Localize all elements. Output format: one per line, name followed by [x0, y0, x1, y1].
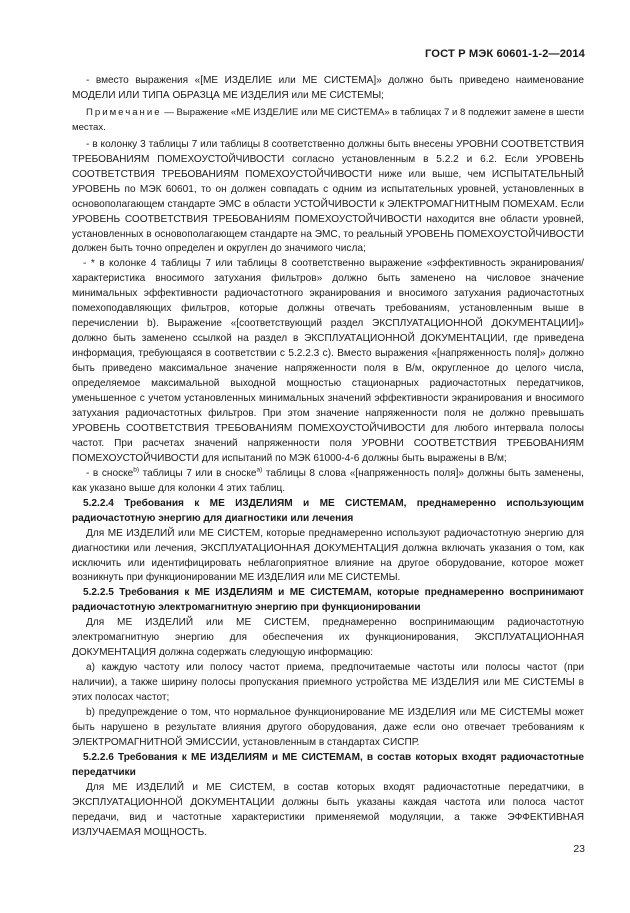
note: [72, 106, 584, 136]
paragraph-diagnostics: Для МЕ ИЗДЕЛИЙ или МЕ СИСТЕМ, которые преднамеренно используют радиочастотную энергию для диагностики или лечения, ЭКСПЛУАТАЦИОННАЯ ДОКУМЕНТАЦИЯ должна включать указания о том, как исключить или идентифицировать неблагоприятное влияние на другое оборудование, которое может возникнуть при функционировании МЕ ИЗДЕЛИЯ или МЕ СИСТЕМЫ.: [72, 527, 584, 584]
footnote-text-a: - в сноске: [86, 467, 134, 479]
section-heading-5-2-2-6: 5.2.2.6 Требования к МЕ ИЗДЕЛИЯМ и МЕ СИСТЕМАМ, в состав которых входят радиочастотные передатчики: [72, 751, 584, 778]
list-item-b: b) предупреждение о том, что нормальное функционирование МЕ ИЗДЕЛИЯ или МЕ СИСТЕМЫ может быть нарушено в результате влияния другого оборудования, даже если оно отвечает требованиям к ЭЛЕКТРОМАГНИТНОЙ ЭМИССИИ, установленным в стандартах СИСПР.: [72, 707, 584, 748]
footnote-mark-b: b): [133, 466, 140, 474]
paragraph-column-4: - * в колонке 4 таблицы 7 или таблицы 8 соответственно выражение «эффективность экранирования/характеристика вносимого затухания фильтров» должно быть заменено на числовое значение минимальных эффективности радиочастотного экранирования и вносимого затухания радиочастотных помехоподавляющих фильтров, которые должны отвечать требованиям, установленным выше в перечислении b). Выражение «[соответствующий раздел ЭКСПЛУАТАЦИОННОЙ ДОКУМЕНТАЦИИ]» должно быть заменено ссылкой на раздел в ЭКСПЛУАТАЦИОННОЙ ДОКУМЕНТАЦИИ, где приведена информация, требующаяся в соответствии с 5.2.2.3 с). Вместо выражения «[напряженность поля]» должно быть приведено максимальное значение напряженности поля в В/м, округленное до целого числа, определяемое максимальной выходной мощностью стационарных радиочастотных передатчиков, уменьшенное с учетом установленных минимальных значений эффективности экранирования и вносимого затухания радиочастотных фильтров. При этом значение напряженности поля не должно превышать УРОВЕНЬ СООТВЕТСТВИЯ ТРЕБОВАНИЯМ ПОМЕХОУСТОЙЧИВОСТИ для любого интервала полосы частот. При расчетах значений напряженности поля УРОВНИ СООТВЕТСТВИЯ ТРЕБОВАНИЯМ ПОМЕХОУСТОЙЧИВОСТИ для испытаний по МЭК 61000-4-6 должны быть выражены в В/м;: [72, 258, 584, 464]
paragraph-model-name: - вместо выражения «[МЕ ИЗДЕЛИЕ или МЕ СИСТЕМА]» должно быть приведено наименование МОДЕЛИ ИЛИ ТИПА ОБРАЗЦА МЕ ИЗДЕЛИЯ или МЕ СИСТЕМЫ;: [72, 75, 584, 101]
note-label: Примечание: [86, 106, 162, 118]
list-item-a: а) каждую частоту или полосу частот приема, предпочитаемые частоты или полосы частот (при наличии), а также ширину полосы пропускания приемного устройства МЕ ИЗДЕЛИЯ или МЕ СИСТЕМЫ в этих полосах частот;: [72, 662, 584, 704]
paragraph-transmitters: Для МЕ ИЗДЕЛИЙ и МЕ СИСТЕМ, в состав которых входят радиочастотные передатчики, в ЭКСПЛУАТАЦИОННОЙ ДОКУМЕНТАЦИИ должны быть указаны каждая частота или полоса частот передачи, вид и частотные характеристики применяемой модуляции, а также ЭФФЕКТИВНАЯ ИЗЛУЧАЕМАЯ МОЩНОСТЬ.: [72, 781, 584, 838]
paragraph-footnote: [72, 467, 584, 497]
section-heading-5-2-2-4: 5.2.2.4 Требования к МЕ ИЗДЕЛИЯМ и МЕ СИСТЕМАМ, преднамеренно использующим радиочастотную энергию для диагностики или лечения: [72, 497, 584, 524]
page-number: 23: [573, 843, 585, 855]
footnote-mark-a: a): [256, 466, 263, 474]
footnote-text-b: таблицы 7 или в сноске: [139, 467, 257, 479]
standard-header: ГОСТ Р МЭК 60601-1-2—2014: [424, 48, 585, 60]
footnote-text-c: таблицы 8 слова «[напряженность поля]» должны быть заменены, как указано выше для колонки 4 этих таблиц.: [72, 467, 584, 494]
section-heading-5-2-2-5: 5.2.2.5 Требования к МЕ ИЗДЕЛИЯМ и МЕ СИСТЕМАМ, которые преднамеренно воспринимают радиочастотную электромагнитную энергию при функционировании: [72, 587, 584, 614]
paragraph-receivers: Для МЕ ИЗДЕЛИЙ или МЕ СИСТЕМ, преднамеренно воспринимающим радиочастотную электромагнитную энергию для обеспечения их функционирования, ЭКСПЛУАТАЦИОННАЯ ДОКУМЕНТАЦИЯ должна содержать следующую информацию:: [72, 617, 584, 659]
document-body: [72, 74, 584, 841]
note-text: — Выражение «МЕ ИЗДЕЛИЕ или МЕ СИСТЕМА» в таблицах 7 и 8 подлежит замене в шести местах.: [72, 106, 584, 133]
paragraph-column-3: - в колонку 3 таблицы 7 или таблицы 8 соответственно должны быть внесены УРОВНИ СООТВЕТСТВИЯ ТРЕБОВАНИЯМ ПОМЕХОУСТОЙЧИВОСТИ согласно установленным в 5.2.2 и 6.2. Если УРОВЕНЬ СООТВЕТСТВИЯ ТРЕБОВАНИЯМ ПОМЕХОУСТОЙЧИВОСТИ ниже или выше, чем ИСПЫТАТЕЛЬНЫЙ УРОВЕНЬ по МЭК 60601, то он должен совпадать с одним из испытательных уровней, установленных в основополагающем стандарте ЭМС в области УСТОЙЧИВОСТИ к ЭЛЕКТРОМАГНИТНЫМ ПОМЕХАМ. Если УРОВЕНЬ СООТВЕТСТВИЯ ТРЕБОВАНИЯМ ПОМЕХОУСТОЙЧИВОСТИ находится вне области уровней, установленных в основополагающем стандарте на ЭМС, то реальный УРОВЕНЬ ПОМЕХОУСТОЙЧИВОСТИ должен быть точно определен и округлен до значимого числа;: [72, 138, 584, 255]
